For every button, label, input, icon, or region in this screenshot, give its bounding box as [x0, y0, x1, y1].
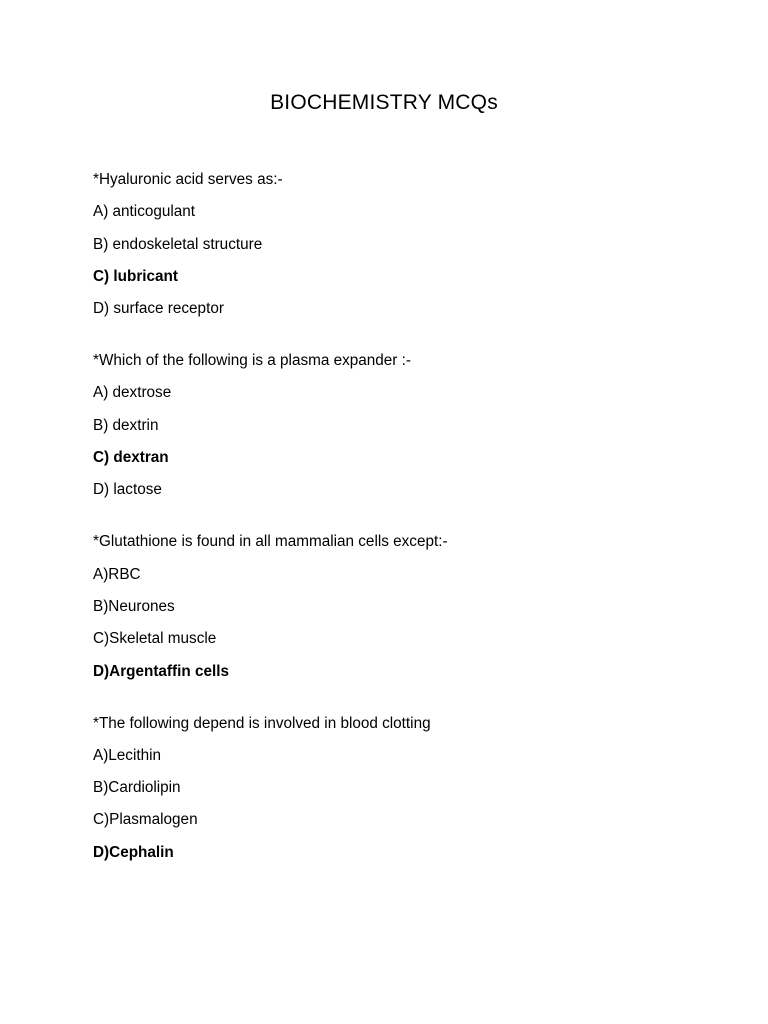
- question-block-3: [93, 532, 713, 681]
- question-text: *The following depend is involved in blood clotting: [93, 714, 431, 732]
- option-b: B)Cardiolipin: [93, 779, 181, 797]
- question-block-1: [93, 170, 713, 319]
- option-d-correct-answer: D)Cephalin: [93, 843, 174, 861]
- option-a: A) anticogulant: [93, 203, 196, 221]
- option-b: B) dextrin: [93, 416, 159, 434]
- option-b: B) endoskeletal structure: [93, 235, 263, 253]
- option-b: B)Neurones: [93, 597, 175, 615]
- option-d: D) surface receptor: [93, 300, 224, 318]
- question-text: *Which of the following is a plasma expander :-: [93, 352, 411, 370]
- option-d-correct-answer: D)Argentaffin cells: [93, 662, 229, 680]
- option-a: A)Lecithin: [93, 746, 162, 764]
- mcq-list: [93, 170, 713, 895]
- option-c: C)Skeletal muscle: [93, 630, 217, 648]
- question-block-2: [93, 351, 713, 500]
- option-a: A)RBC: [93, 565, 141, 583]
- option-c-correct-answer: C) dextran: [93, 449, 169, 467]
- option-c: C)Plasmalogen: [93, 811, 198, 829]
- option-c-correct-answer: C) lubricant: [93, 267, 178, 285]
- page-title: BIOCHEMISTRY MCQs: [270, 91, 498, 114]
- question-text: *Hyaluronic acid serves as:-: [93, 171, 283, 188]
- question-block-4: [93, 714, 713, 863]
- option-d: D) lactose: [93, 481, 162, 499]
- question-text: *Glutathione is found in all mammalian cells except:-: [93, 533, 448, 551]
- option-a: A) dextrose: [93, 384, 172, 402]
